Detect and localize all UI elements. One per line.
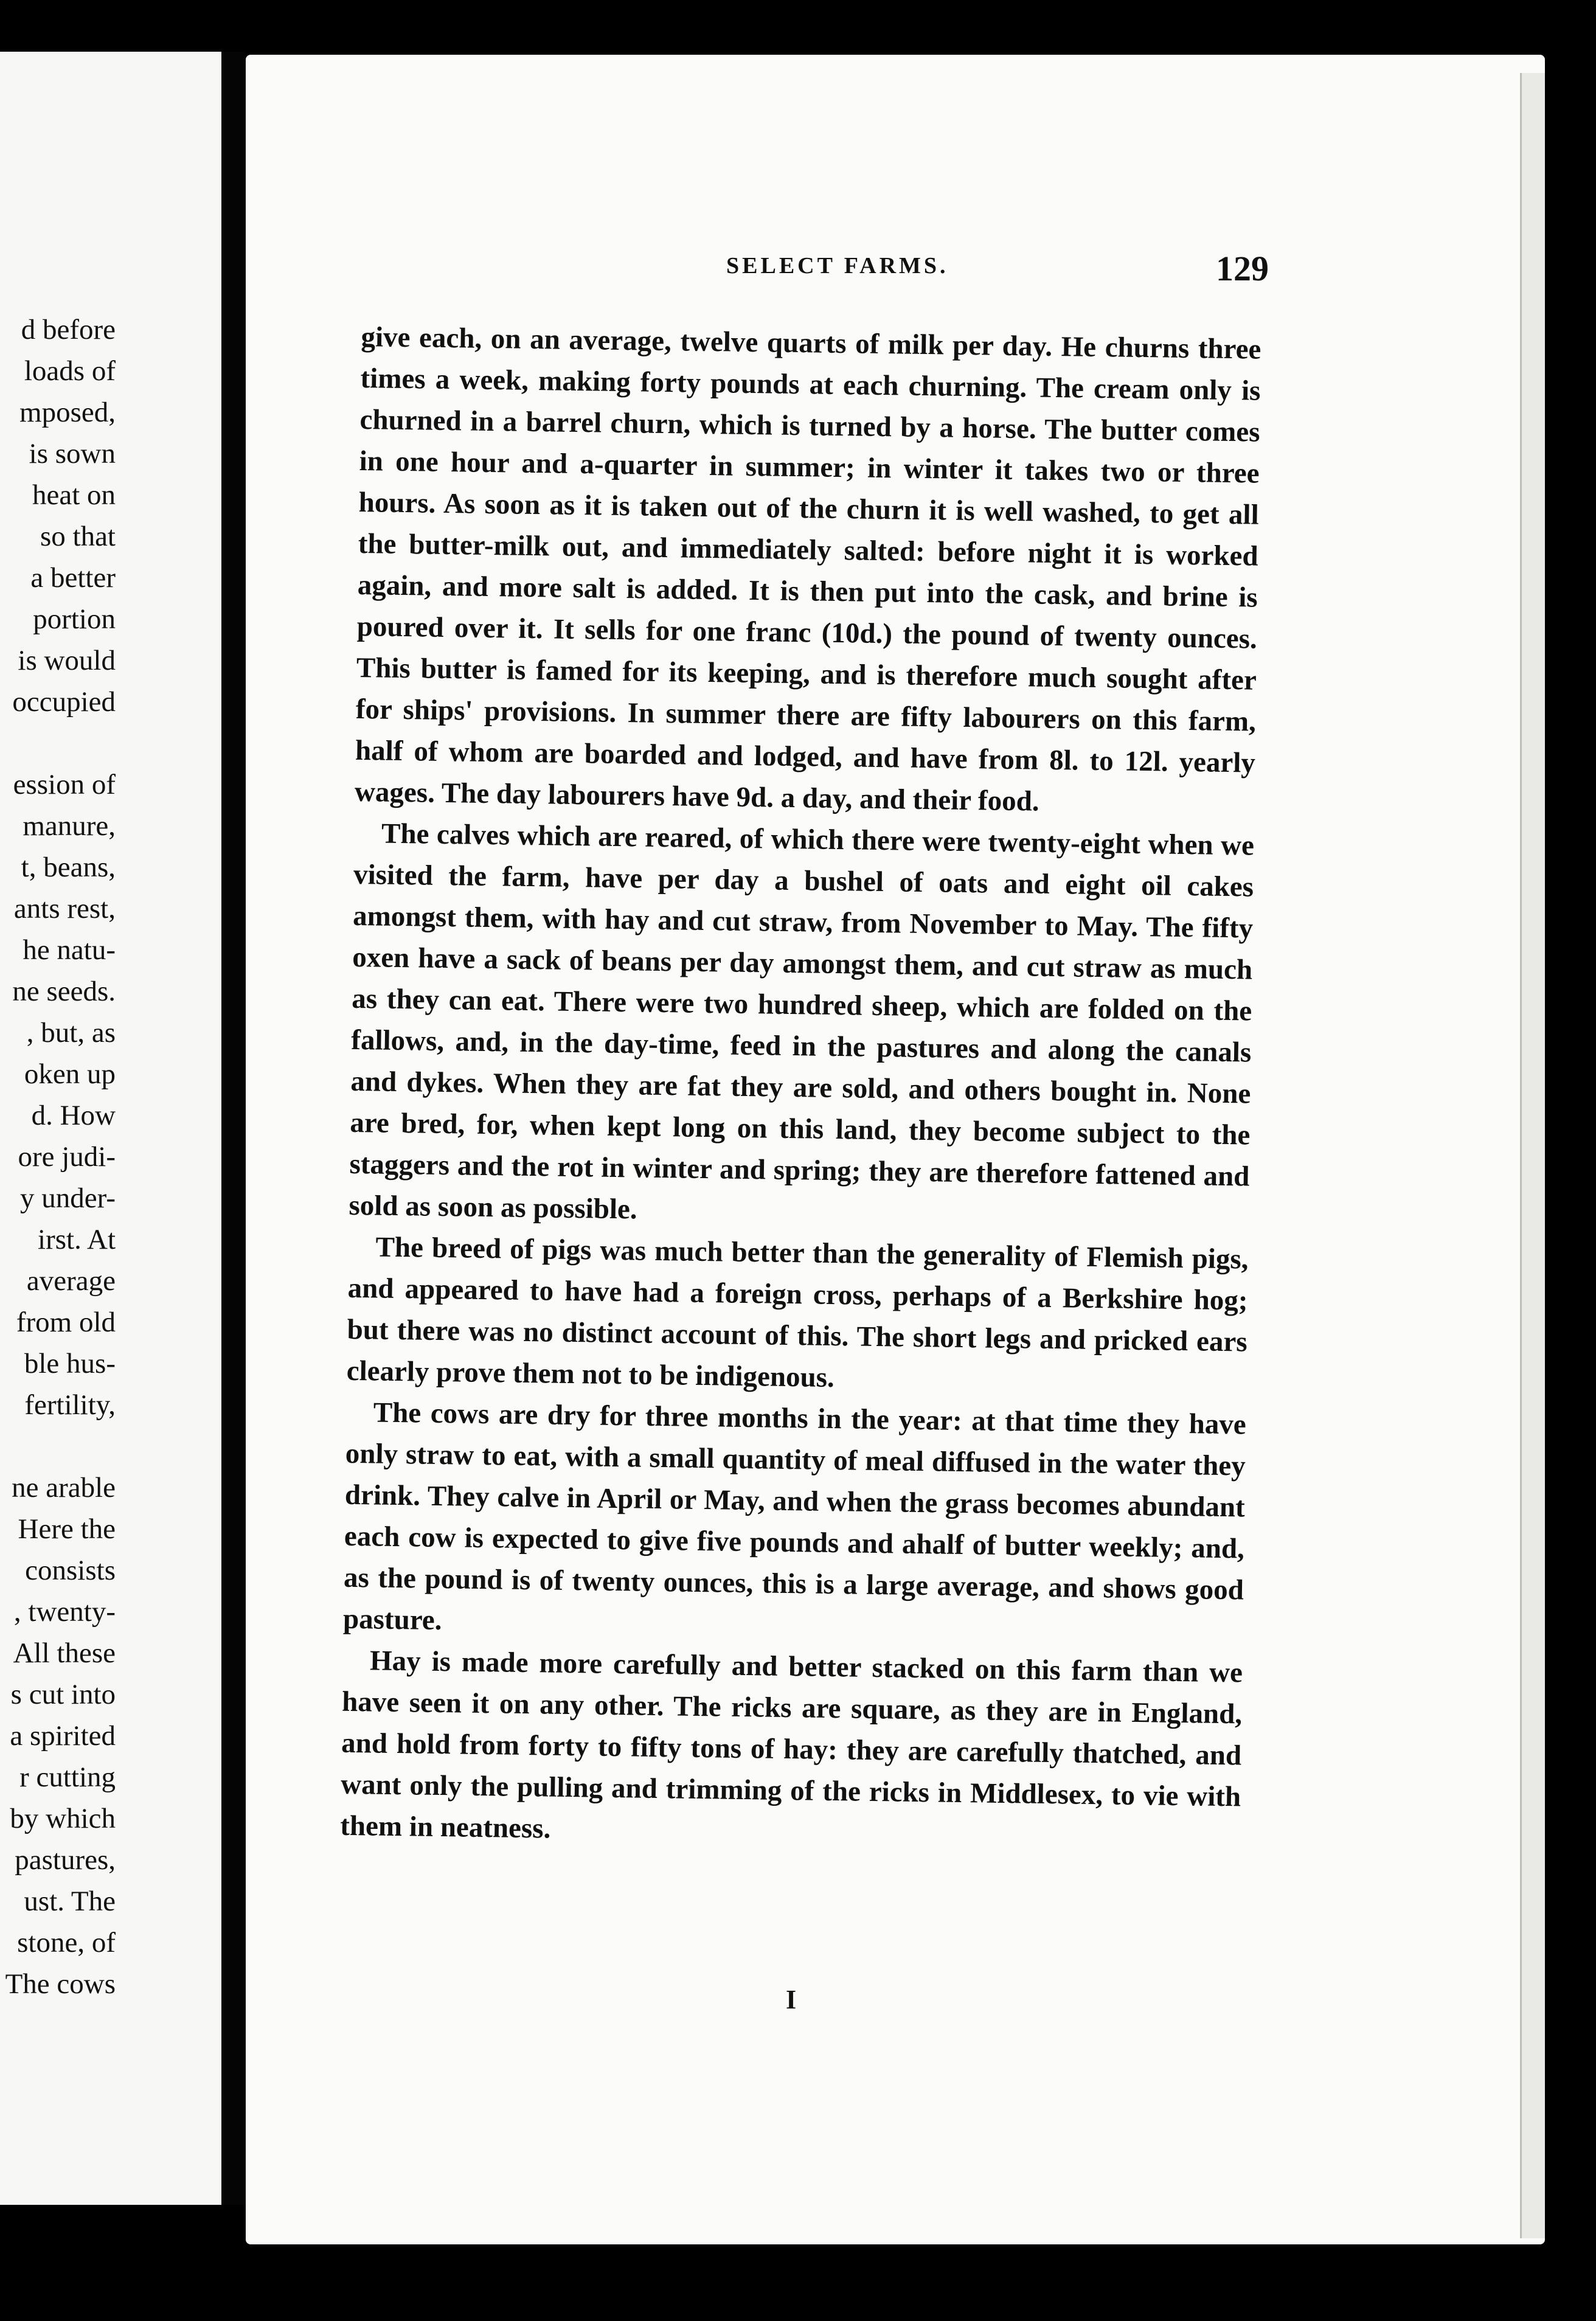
left-page-line: ne seeds. xyxy=(12,976,116,1007)
page-number: 129 xyxy=(1216,249,1269,288)
paragraph-3: The breed of pigs was much better than the generality of Flemish pigs, and appeared to have had a foreign cross, perhaps of a Berkshire hog; but there was no distinct account of this. The short legs and pricked ears clearly prove them not to be indigenous. xyxy=(346,1231,1249,1394)
left-page-line: s cut into xyxy=(10,1679,116,1710)
left-page-line: ne arable xyxy=(12,1472,116,1504)
left-page-line: Here the xyxy=(18,1513,116,1545)
left-page-line: average xyxy=(26,1265,116,1297)
left-page-line: heat on xyxy=(32,479,116,511)
left-page-line: a better xyxy=(30,562,116,594)
paragraph-5: Hay is made more carefully and better stacked on this farm than we have seen it on any other. The ricks are square, as they are in England, and hold from forty to fifty tons of hay: they are carefully thatched, and want only the pulling and trimming of the ricks in Middlesex, to vie with them in neatness. xyxy=(339,1645,1243,1845)
left-page-line: loads of xyxy=(24,355,116,387)
left-page-line: r cutting xyxy=(19,1761,116,1793)
left-page-line: mposed, xyxy=(19,397,116,428)
left-page-line: ust. The xyxy=(24,1886,116,1917)
left-page-line: ble hus- xyxy=(24,1348,116,1379)
left-page-line: is sown xyxy=(29,438,116,470)
left-page-line: d. How xyxy=(31,1100,116,1131)
paragraph-4: The cows are dry for three months in the year: at that time they have only straw to eat, with a small quantity of meal diffused in the water they drink. They calve in April or May, and when the grass becomes abundant each cow is expected to give five pounds and ahalf of butter weekly; and, as the pound is of twenty ounces, this is a large average, and shows good pasture. xyxy=(342,1396,1247,1637)
left-page-line: by which xyxy=(10,1803,116,1834)
left-page-line: All these xyxy=(13,1637,116,1669)
left-page-line: d before xyxy=(21,314,116,345)
left-page-line: is would xyxy=(18,645,116,676)
book-gutter xyxy=(221,52,246,2205)
page-edge xyxy=(1520,73,1545,2238)
paragraph-1: give each, on an average, twelve quarts of milk per day. He churns three times a week, making forty pounds at each churning. The cream only is churned in a barrel churn, which is turned by a horse. The butter comes in one hour and a-quarter in summer; in winter it takes two or three hours. As soon as it is taken out of the churn it is well washed, to get all the butter-milk out, and immediately salted: before night it is worked again, and more salt is added. It is then put into the cask, and brine is poured over it. It sells for one franc (10d.) the pound of twenty ounces. This butter is famed for its keeping, and is therefore much sought after for ships' provisions. In summer there are fifty labourers on this farm, half of whom are boarded and lodged, and have from 8l. to 12l. yearly wages. The day labourers have 9d. a day, and their food. xyxy=(354,321,1261,817)
left-page-line: oken up xyxy=(24,1058,116,1090)
left-page-line: a spirited xyxy=(10,1720,116,1752)
left-page-line: occupied xyxy=(12,686,116,718)
left-page-line: t, beans, xyxy=(21,852,116,883)
left-page-line: consists xyxy=(25,1555,116,1586)
left-page-line: ore judi- xyxy=(18,1141,116,1173)
left-page-line: ants rest, xyxy=(13,893,116,925)
signature-mark: I xyxy=(786,1985,797,2014)
left-page-line: portion xyxy=(33,603,116,635)
left-page-line: y under- xyxy=(20,1182,116,1214)
paragraph-2: The calves which are reared, of which there were twenty-eight when we visited the farm, have per day a bushel of oats and eight oil cakes amongst them, with hay and cut straw, from November to May. The fifty oxen have a sack of beans per day amongst them, and cut straw as much as they can eat. There were two hundred sheep, which are folded on the fallows, and, in the day-time, feed in the pastures and along the canals and dykes. When they are fat they are sold, and others bought in. None are bred, for, when kept long on this land, they become subject to the staggers and the rot in winter and spring; they are therefore fattened and sold as soon as possible. xyxy=(349,817,1255,1226)
running-head: SELECT FARMS. xyxy=(726,253,949,279)
right-page xyxy=(246,55,1545,2244)
left-page-line: The cows xyxy=(5,1968,116,2000)
left-page-line: fertility, xyxy=(24,1389,116,1421)
left-page-line: , but, as xyxy=(26,1017,116,1049)
left-page-line: from old xyxy=(16,1306,116,1338)
left-page-line: , twenty- xyxy=(13,1596,116,1628)
left-page-line: pastures, xyxy=(15,1844,116,1876)
left-page xyxy=(0,52,221,2205)
left-page-line: ession of xyxy=(13,769,116,800)
body-text xyxy=(340,316,1261,1859)
left-page-line: he natu- xyxy=(23,934,116,966)
left-page-line: so that xyxy=(40,521,116,552)
left-page-line: irst. At xyxy=(38,1224,116,1255)
left-page-line: stone, of xyxy=(17,1927,116,1958)
left-page-line: manure, xyxy=(23,810,116,842)
